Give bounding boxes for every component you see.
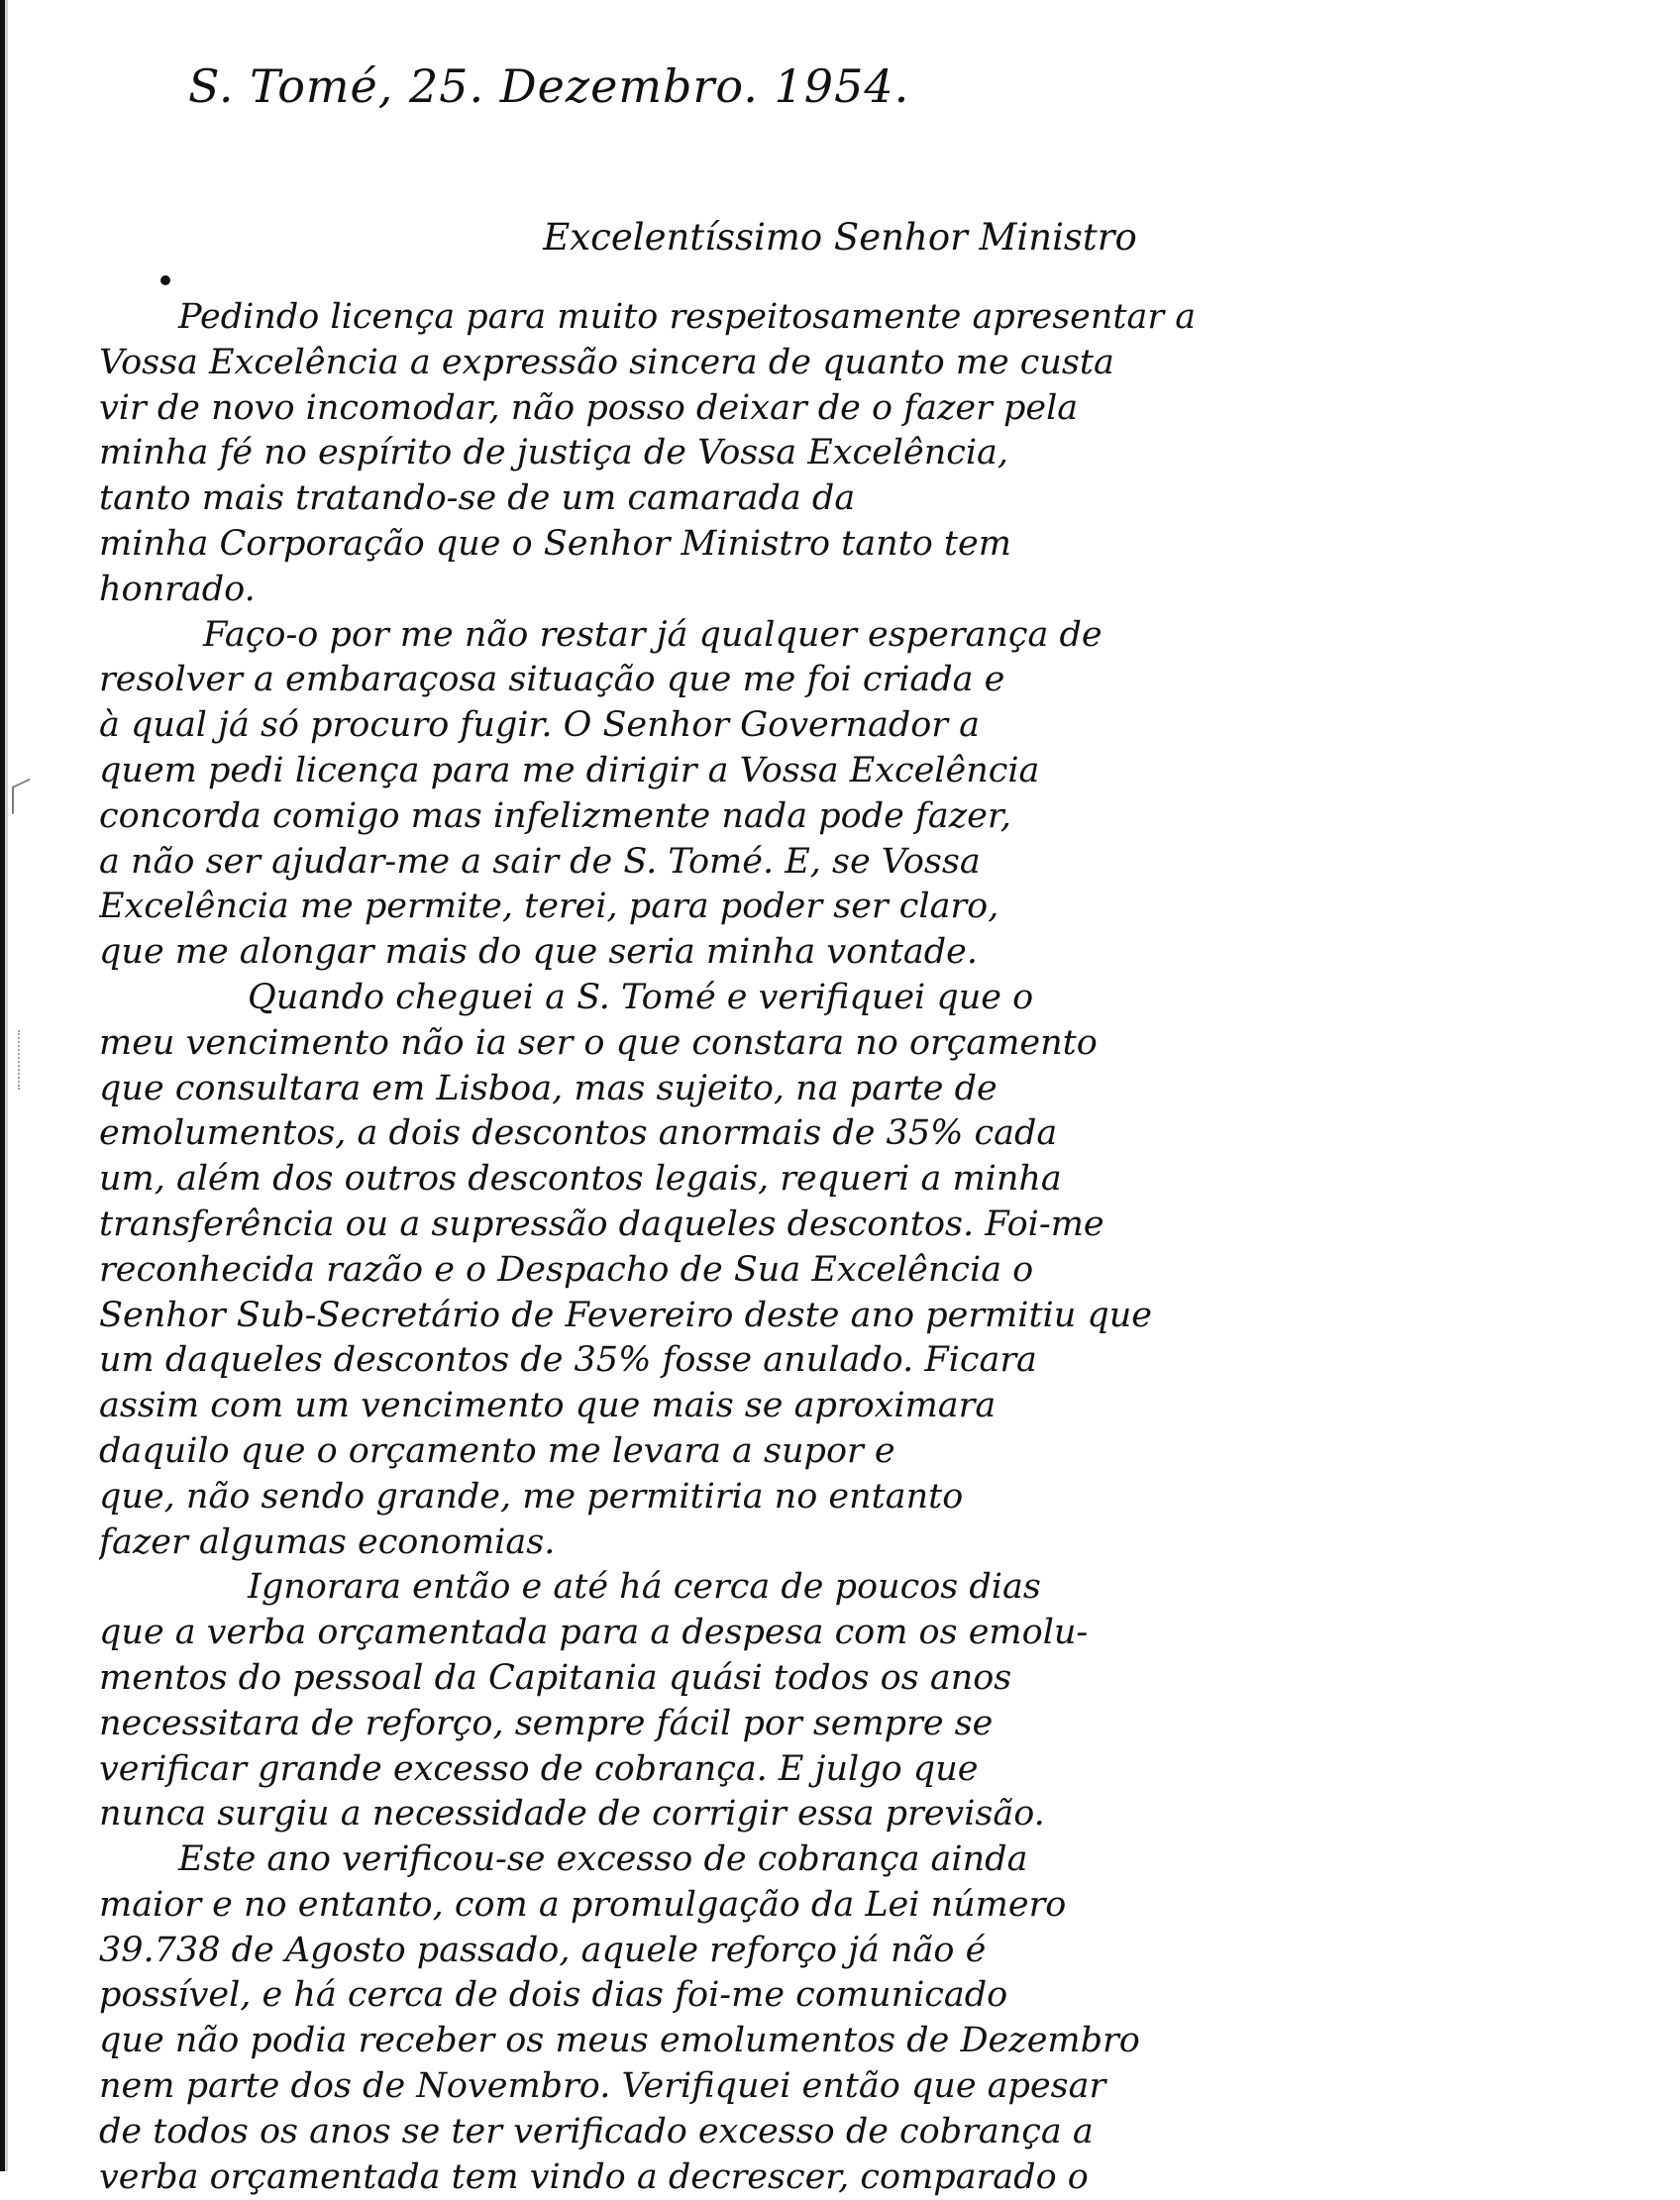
letter-line: que me alongar mais do que seria minha vontade.: [99, 932, 978, 973]
letter-line: quem pedi licença para me dirigir a Vossa Excelência: [99, 750, 1040, 790]
letter-line: necessitara de reforço, sempre fácil por sempre se: [99, 1703, 994, 1743]
letter-line: Senhor Sub-Secretário de Fevereiro deste ano permitiu que: [99, 1295, 1153, 1335]
letter-line: mentos do pessoal da Capitania quási todos os anos: [99, 1657, 1012, 1698]
letter-line: Este ano verificou-se excesso de cobrança ainda: [178, 1839, 1028, 1880]
letter-line: daquilo que o orçamento me levara a supor e: [99, 1430, 895, 1471]
letter-line: que não podia receber os meus emolumentos de Dezembro: [99, 2021, 1140, 2061]
letter-line: reconhecida razão e o Despacho de Sua Excelência o: [99, 1249, 1034, 1290]
margin-dotted-mark: [18, 1030, 24, 1090]
letter-line: Pedindo licença para muito respeitosamente apresentar a: [178, 297, 1197, 337]
letter-line: assim com um vencimento que mais se aproximara: [99, 1386, 997, 1426]
letter-body: [99, 295, 1605, 2200]
letter-line: verificar grande excesso de cobrança. E julgo que: [99, 1748, 979, 1789]
ink-dot-mark: [160, 275, 170, 285]
letter-line: vir de novo incomodar, não posso deixar de o fazer pela: [99, 387, 1079, 428]
letter-line: de todos os anos se ter verificado excesso de cobrança a: [99, 2111, 1094, 2151]
letter-line: Vossa Excelência a expressão sincera de quanto me custa: [99, 342, 1114, 382]
letter-line: 39.738 de Agosto passado, aquele reforço já não é: [99, 1930, 987, 1970]
letter-line: minha Corporação que o Senhor Ministro tanto tem: [99, 523, 1011, 564]
letter-line: transferência ou a supressão daqueles descontos. Foi-me: [99, 1204, 1104, 1244]
scan-left-shadow: [5, 0, 8, 2171]
letter-line: verba orçamentada tem vindo a decrescer, comparado o: [99, 2156, 1089, 2197]
letter-salutation: Excelentíssimo Senhor Ministro: [543, 216, 1137, 259]
letter-line: um, além dos outros descontos legais, requeri a minha: [99, 1159, 1062, 1200]
letter-line: nunca surgiu a necessidade de corrigir essa previsão.: [99, 1794, 1045, 1834]
letter-line: que, não sendo grande, me permitiria no entanto: [99, 1476, 964, 1517]
letter-line: que consultara em Lisboa, mas sujeito, na parte de: [99, 1068, 998, 1108]
letter-date: S. Tomé, 25. Dezembro. 1954.: [188, 59, 910, 113]
letter-line: à qual já só procuro fugir. O Senhor Governador a: [99, 705, 981, 746]
letter-line: resolver a embaraçosa situação que me foi criada e: [99, 660, 1005, 700]
letter-line: possível, e há cerca de dois dias foi-me comunicado: [99, 1975, 1008, 2016]
letter-line: um daqueles descontos de 35% fosse anulado. Ficara: [99, 1340, 1037, 1381]
letter-line: fazer algumas economias.: [99, 1521, 556, 1562]
letter-line: Quando cheguei a S. Tomé e verifiquei que o: [248, 977, 1034, 1017]
letter-line: honrado.: [99, 569, 256, 609]
letter-line: a não ser ajudar-me a sair de S. Tomé. E, se Vossa: [99, 841, 981, 882]
letter-line: Excelência me permite, terei, para poder ser claro,: [99, 887, 999, 927]
letter-line: Faço-o por me não restar já qualquer esperança de: [203, 614, 1102, 655]
letter-line: tanto mais tratando-se de um camarada da: [99, 478, 856, 519]
letter-line: Ignorara então e até há cerca de poucos dias: [248, 1567, 1041, 1608]
letter-line: meu vencimento não ia ser o que constara no orçamento: [99, 1022, 1098, 1063]
letter-line: minha fé no espírito de justiça de Vossa Excelência,: [99, 433, 1009, 473]
letter-line: que a verba orçamentada para a despesa com os emolu-: [99, 1613, 1089, 1653]
letter-line: nem parte dos de Novembro. Verifiquei então que apesar: [99, 2066, 1106, 2107]
margin-scribble-mark: [12, 779, 30, 814]
letter-line: emolumentos, a dois descontos anormais de 35% cada: [99, 1113, 1058, 1154]
letter-line: maior e no entanto, com a promulgação da Lei número: [99, 1884, 1067, 1925]
letter-line: concorda comigo mas infelizmente nada pode fazer,: [99, 795, 1011, 836]
